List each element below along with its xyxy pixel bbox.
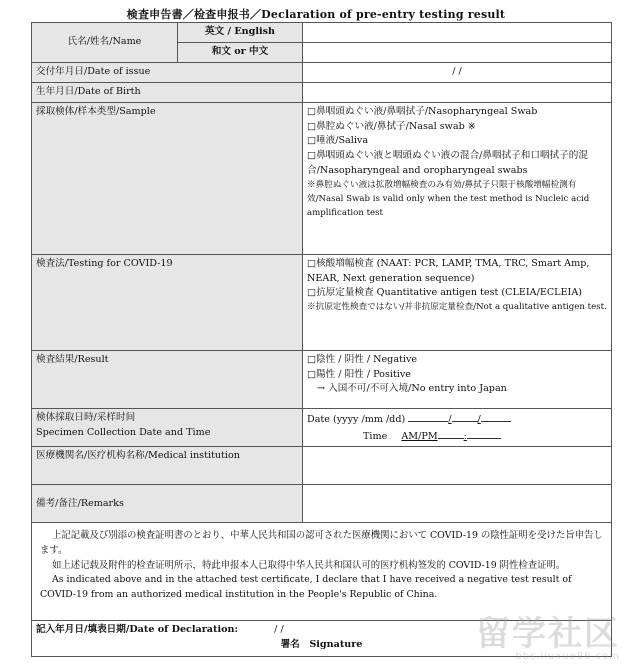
medical-institution-label: 医療機関名/医疗机构名称/Medical institution [32, 447, 303, 485]
testing-option-antigen[interactable]: □抗原定量検査 Quantitative antigen test (CLEIA/ECLEIA) [307, 287, 583, 299]
sample-option-mixed[interactable]: □鼻咽頭ぬぐい液と咽頭ぬぐい液の混合/鼻咽拭子和口咽拭子的混合/Nasopharyngeal and oropharyngeal swabs [307, 150, 588, 177]
specimen-time-line [307, 428, 607, 445]
sample-option-nasopharyngeal[interactable]: □鼻咽頭ぬぐい液/鼻咽拭子/Nasopharyngeal Swab [307, 105, 538, 117]
watermark-url: bbs.liuxue86.com [515, 651, 620, 662]
result-options [303, 350, 612, 408]
date-of-declaration-field[interactable]: / / [274, 624, 284, 636]
testing-options [303, 254, 612, 350]
watermark-logo-text: 留学社区 [476, 614, 620, 654]
result-no-entry-text: 入国不可/不可入境/No entry into Japan [328, 383, 507, 395]
declaration-table [31, 22, 612, 657]
specimen-day-field[interactable] [481, 411, 511, 422]
medical-institution-field[interactable] [303, 447, 612, 485]
sample-options [303, 102, 612, 254]
declaration-en: As indicated above and in the attached test certificate, I declare that I have received a negative test result of COVID-19 from an authorized medical institution in the People's Republic of China. [40, 574, 572, 600]
result-option-negative[interactable]: □陰性 / 阴性 / Negative [307, 353, 418, 365]
arrow-right-icon: → [317, 383, 326, 395]
specimen-time-label: Time [363, 430, 388, 442]
sample-option-nasal[interactable]: □鼻腔ぬぐい液/鼻拭子/Nasal swab ※ [307, 120, 476, 132]
name-chinese-field[interactable] [303, 43, 612, 63]
result-option-positive[interactable]: □陽性 / 阳性 / Positive [307, 368, 411, 380]
specimen-hour-field[interactable] [438, 428, 464, 439]
declaration-cn: 如上述记载及附件的检查证明所示，特此申报本人已取得中华人民共和国认可的医疗机构签发的 COVID-19 阴性检查证明。 [52, 559, 566, 571]
date-of-birth-field[interactable] [303, 82, 612, 102]
specimen-label [32, 408, 303, 447]
date-of-issue-field[interactable]: / / [303, 63, 612, 83]
specimen-time-colon: : [463, 430, 467, 442]
declaration-text [32, 523, 612, 621]
date-of-birth-label: 生年月日/Date of Birth [32, 82, 303, 102]
declaration-jp: 上記記載及び別添の検査証明書のとおり、中華人民共和国の認可された医療機関において COVID-19 の陰性証明を受けた旨申告します。 [40, 530, 603, 557]
name-chinese-label: 和文 or 中文 [178, 43, 303, 63]
remarks-field[interactable] [303, 485, 612, 523]
sample-option-saliva[interactable]: □唾液/Saliva [307, 135, 369, 147]
site-watermark [476, 614, 620, 662]
date-of-issue-label: 交付年月日/Date of issue [32, 63, 303, 83]
testing-label: 検査法/Testing for COVID-19 [32, 254, 303, 350]
form-title: 検査申告書／检查申报书／Declaration of pre-entry testing result [126, 8, 506, 21]
name-english-label: 英文 / English [178, 23, 303, 43]
signature-label: 署名 Signature [280, 639, 363, 651]
sample-label: 採取検体/样本类型/Sample [32, 102, 303, 254]
testing-note: ※抗原定性検査ではない/并非抗原定量检查/Not a qualitative antigen test. [307, 302, 607, 313]
specimen-month-field[interactable] [452, 411, 478, 422]
specimen-minute-field[interactable] [467, 428, 501, 439]
result-no-entry-line [307, 382, 607, 397]
specimen-label-line2: Specimen Collection Date and Time [36, 426, 211, 438]
specimen-date-label: Date (yyyy /mm /dd) [307, 413, 406, 425]
sample-note: ※鼻腔ぬぐい液は拡散増幅検査のみ有効/鼻拭子只限于核酸增幅检测有效/Nasal Swab is valid only when the test method is Nucleic acid amplification test [307, 180, 590, 218]
date-of-declaration-label: 記入年月日/填表日期/Date of Declaration: [36, 624, 239, 636]
testing-option-naat[interactable]: □核酸増幅検査 (NAAT: PCR, LAMP, TMA, TRC, Smart Amp, NEAR, Next generation sequence) [307, 257, 590, 284]
name-label: 氏名/姓名/Name [32, 23, 178, 63]
specimen-year-field[interactable] [408, 411, 446, 422]
specimen-date-line [307, 411, 607, 428]
specimen-fields [303, 408, 612, 447]
result-label: 検査結果/Result [32, 350, 303, 408]
remarks-label: 備考/备注/Remarks [32, 485, 303, 523]
specimen-date-slash-2: / [477, 413, 481, 425]
specimen-label-line1: 検体採取日時/采样时间 [36, 411, 136, 423]
name-english-field[interactable] [303, 23, 612, 43]
specimen-date-slash-1: / [448, 413, 452, 425]
specimen-am-pm[interactable]: AM/PM [401, 430, 438, 442]
